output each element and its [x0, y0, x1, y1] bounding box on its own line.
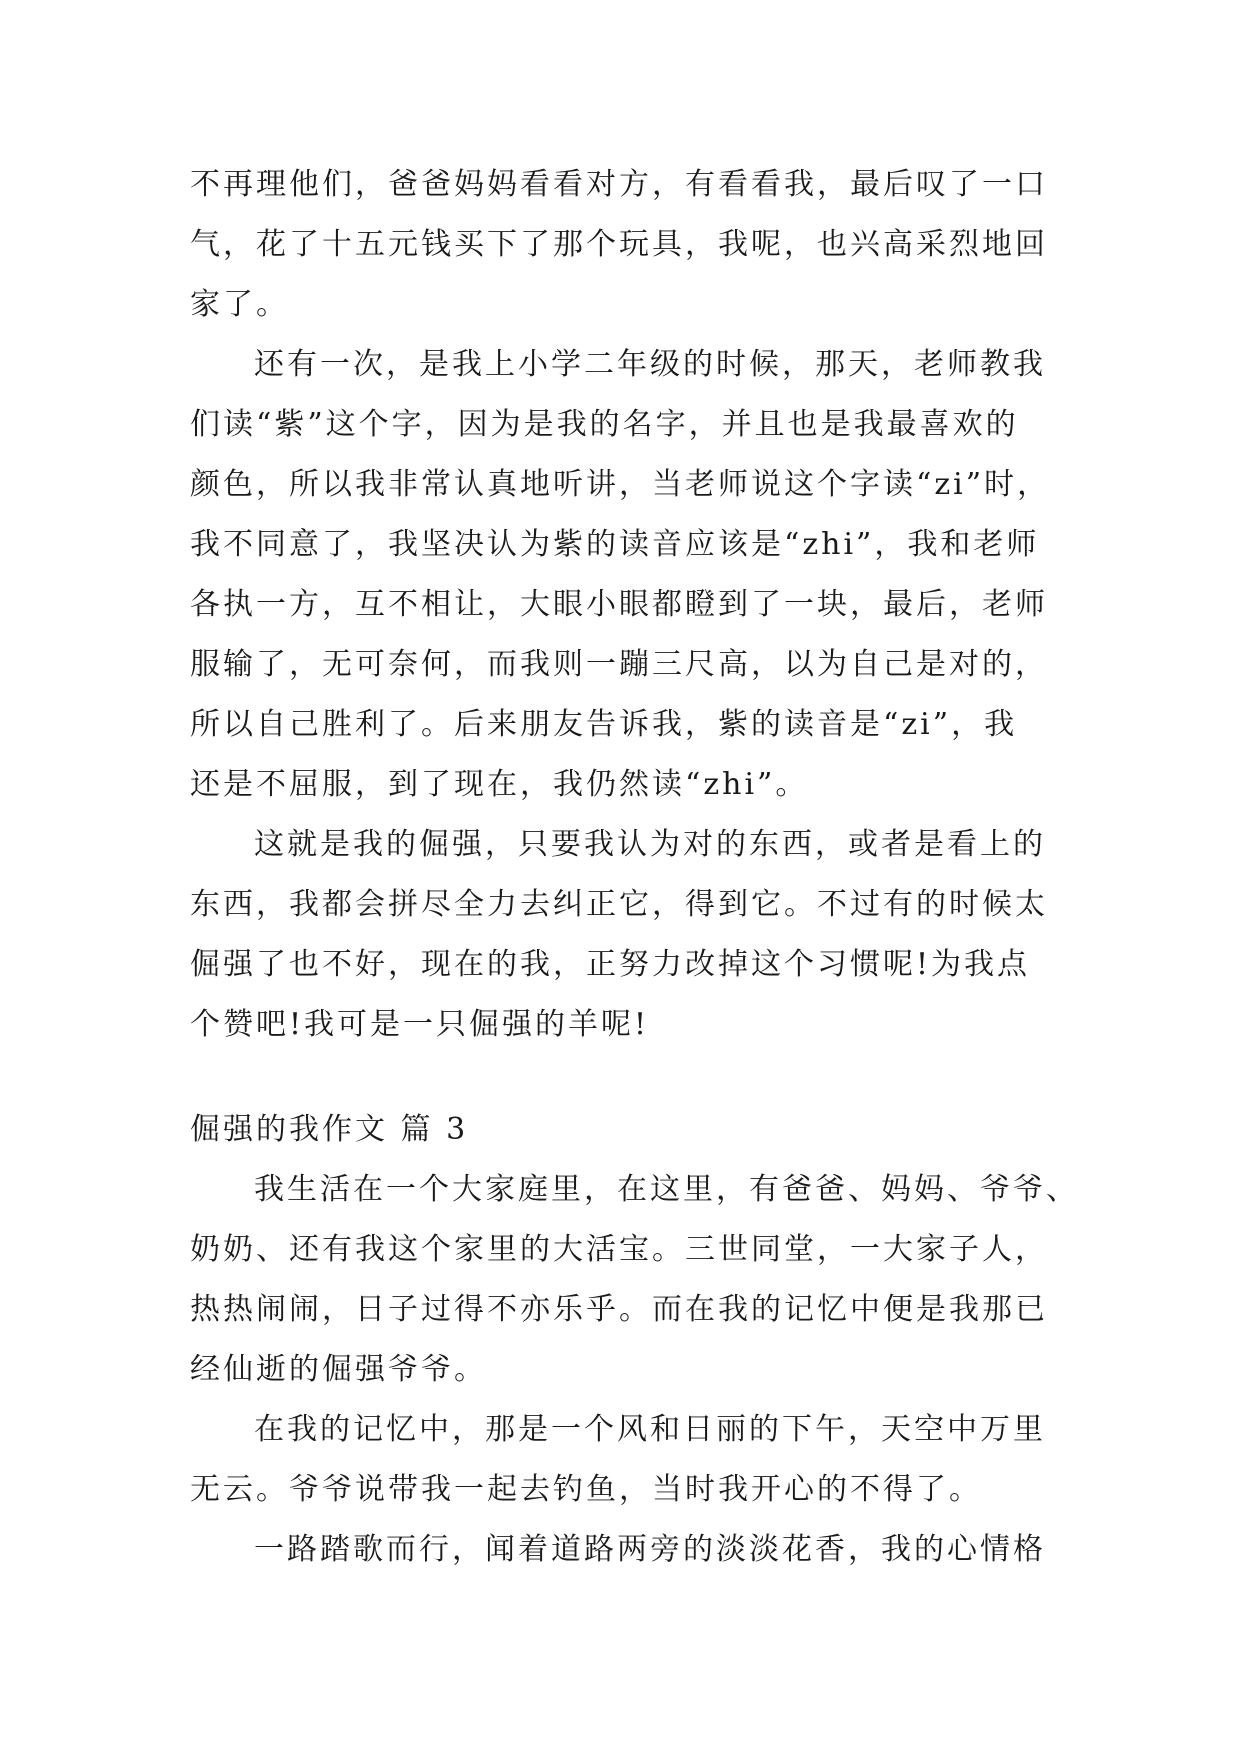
essay-body-bottom — [190, 1160, 1079, 1580]
text-line: 这就是我的倔强，只要我认为对的东西，或者是看上的 — [254, 827, 1046, 862]
essay-body-top — [190, 155, 1070, 1055]
paragraph — [190, 1160, 1079, 1400]
text-line: 家了。 — [190, 287, 289, 322]
section-title: 倔强的我作文 篇 3 — [190, 1112, 469, 1147]
text-line: 东西，我都会拼尽全力去纠正它，得到它。不过有的时候太 — [190, 887, 1048, 922]
text-line: 个赞吧!我可是一只倔强的羊呢! — [190, 1007, 650, 1042]
text-line: 还是不屈服，到了现在，我仍然读“zhi”。 — [190, 767, 809, 802]
text-line: 倔强了也不好，现在的我，正努力改掉这个习惯呢!为我点 — [190, 947, 1031, 982]
text-line: 各执一方，互不相让，大眼小眼都瞪到了一块，最后，老师 — [190, 587, 1048, 622]
text-line: 经仙逝的倔强爷爷。 — [190, 1352, 487, 1387]
text-line: 无云。爷爷说带我一起去钓鱼，当时我开心的不得了。 — [190, 1472, 982, 1507]
text-line: 们读“紫”这个字，因为是我的名字，并且也是我最喜欢的 — [190, 407, 1019, 442]
text-line: 奶奶、还有我这个家里的大活宝。三世同堂，一大家子人， — [190, 1232, 1048, 1267]
text-line: 还有一次，是我上小学二年级的时候，那天，老师教我 — [254, 347, 1046, 382]
text-line: 在我的记忆中，那是一个风和日丽的下午，天空中万里 — [254, 1412, 1046, 1447]
paragraph — [190, 1520, 1070, 1580]
text-line: 服输了，无可奈何，而我则一蹦三尺高，以为自己是对的， — [190, 647, 1048, 682]
paragraph — [190, 815, 1070, 1055]
text-line: 热热闹闹，日子过得不亦乐乎。而在我的记忆中便是我那已 — [190, 1292, 1048, 1327]
text-line: 一路踏歌而行，闻着道路两旁的淡淡花香，我的心情格 — [254, 1532, 1046, 1567]
text-line: 我生活在一个大家庭里，在这里，有爸爸、妈妈、爷爷、 — [254, 1172, 1079, 1207]
text-line: 气，花了十五元钱买下了那个玩具，我呢，也兴高采烈地回 — [190, 227, 1048, 262]
text-line: 颜色，所以我非常认真地听讲，当老师说这个字读“zi”时， — [190, 467, 1051, 502]
paragraph — [190, 335, 1070, 815]
text-line: 不再理他们，爸爸妈妈看看对方，有看看我，最后叹了一口 — [190, 167, 1048, 202]
paragraph — [190, 155, 1070, 335]
paragraph — [190, 1400, 1070, 1520]
text-line: 所以自己胜利了。后来朋友告诉我，紫的读音是“zi”，我 — [190, 707, 1018, 742]
text-line: 我不同意了，我坚决认为紫的读音应该是“zhi”，我和老师 — [190, 527, 1040, 562]
